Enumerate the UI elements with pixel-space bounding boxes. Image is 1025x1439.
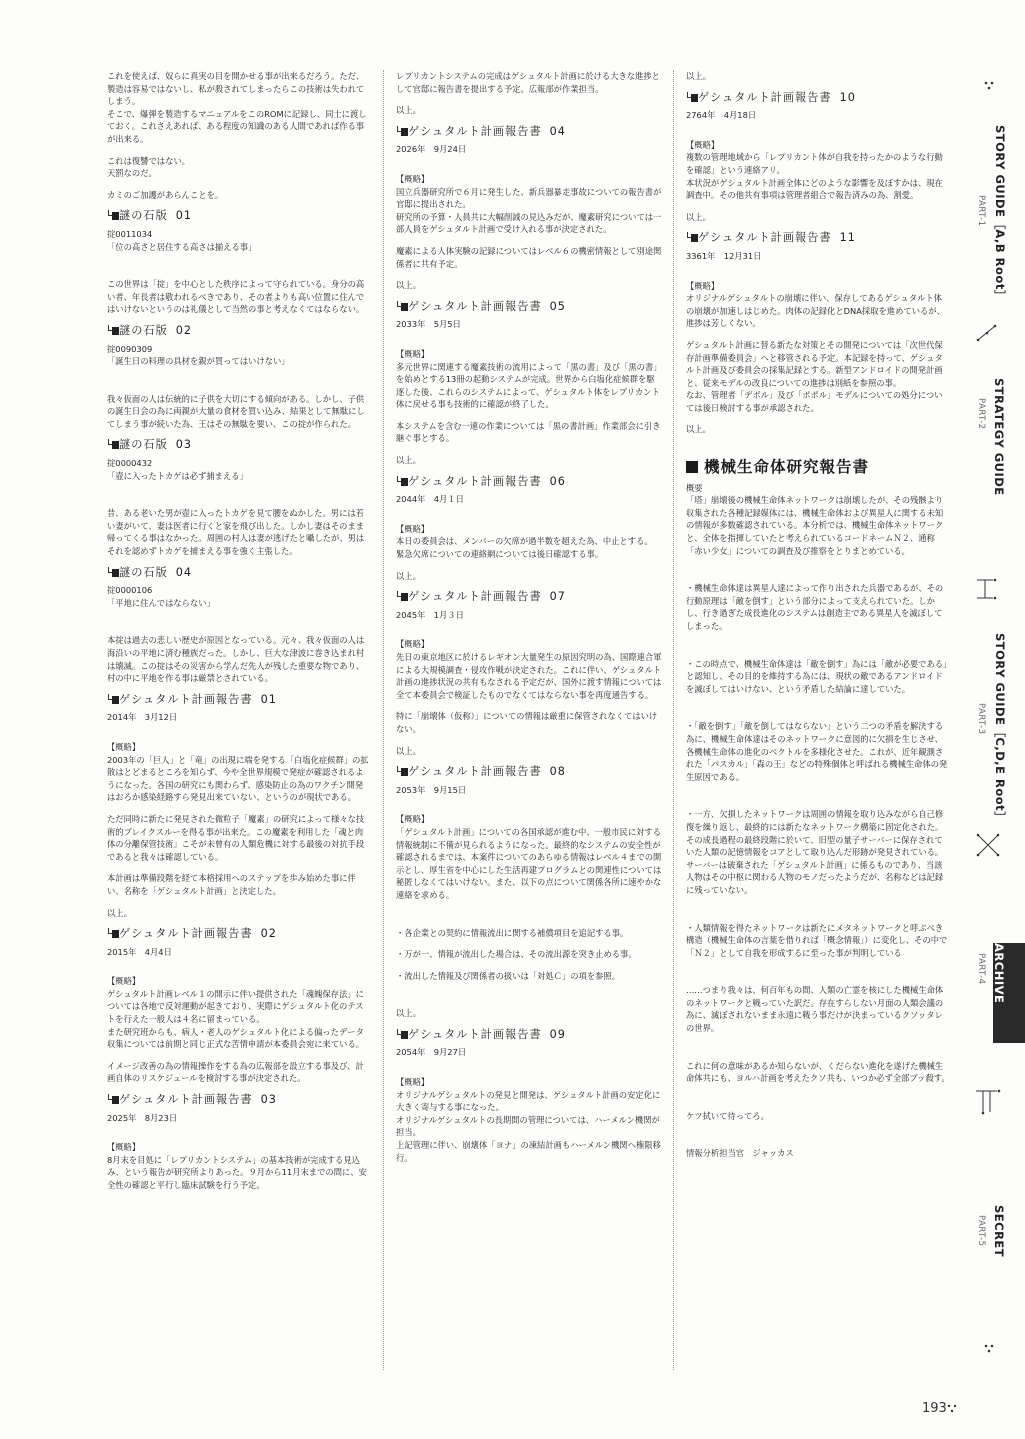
paragraph: 本掟は過去の悲しい歴史が原因となっている。元々、我々仮面の人は海沿いの平地に済む種族だった。しかし、巨大な津波に巻き込まれ村は壊滅。この掟はその災害から学んだ先人が残した重要な物であり、村の中に平地を作る事は厳禁とされている。: [107, 635, 365, 684]
spacer: [686, 1044, 950, 1060]
spacer: [686, 642, 950, 658]
paragraph: ・万が一、情報が流出した場合は、その流出源を突き止める事。: [396, 949, 637, 960]
paragraph: この世界は「掟」を中心とした秩序によって守られている。身分の高い者、年長者は敬われるべきであり、その者よりも高い位置に住んではいけないというのは礼儀として当然の事と考えなくてはならない。: [107, 279, 365, 315]
paragraph: 国立兵器研究所で６月に発生した、新兵器暴走事故についての報告書が官邸に提出された。 研究所の予算・人員共に大幅削減の見込みだが、魔素研究については一部人員をゲシュタルト計画で受け入れる事が決定された。: [396, 186, 662, 235]
heading-bracket-icon: [686, 92, 698, 102]
heading-bracket-icon: [107, 567, 119, 577]
paragraph: 以上。: [686, 424, 711, 435]
heading-bracket-icon: [107, 210, 119, 220]
paragraph: 先日の東京地区に於けるレギオン大量発生の原因究明の為、国際連合軍による大規模調査・侵攻作戦が決定された。これに伴い、ゲシュタルト計画の進捗状況の共有もなされる予定だが、国外に渡す情報については全て本委員会で検証したものでなくてはならない事を再度通告する。: [396, 652, 662, 700]
paragraph: 複数の管理地域から「レプリカント体が自我を持ったかのような行動を確認」という連絡アリ。 本状況がゲシュタルト計画全体にどのような影響を及ぼすかは、現在調査中。その他共有事項は管理者組合で報告済みの為、割愛。: [686, 152, 943, 201]
summary-label: 【概略】: [396, 639, 430, 650]
heading-number: 03: [175, 438, 193, 452]
paragraph: ゲシュタルト計画レベル１の開示に伴い提供された「魂魄保存法」については各地で反対運動が起きており、実際にゲシュタルト化のテストを行えた一般人は４名に留まっている。 また研究班からも、病人・老人のゲシュタルト化による偏ったデータ収集については前期と同じ正式な苦情申請が本委員会宛に来ている。: [107, 988, 365, 1050]
paragraph: これに何の意味があるか知らないが、くだらない進化を遂げた機械生命体共にも、ヨルハ計画を考えたクソ共も、いつか必ず全部ブッ殺す。: [686, 1060, 950, 1084]
nav-section-secret[interactable]: [975, 1205, 1015, 1295]
paragraph: オリジナルゲシュタルトの発見と開発は、ゲシュタルト計画の安定化に大きく寄与する事になった。 オリジナルゲシュタルトの長期間の管理については、ハーメルン機関が担当。 上記管理に伴い、崩壊体「ヨナ」の凍結計画もハーメルン機関へ権限移行。: [396, 1089, 661, 1163]
heading-bracket-icon: [107, 439, 119, 449]
text-column-1: [107, 70, 369, 1201]
paragraph: 本システムを含む一連の作業については「黒の書計画」作業部会に引き継ぐ事とする。: [396, 420, 661, 444]
heading-title: ゲシュタルト計画報告書: [408, 474, 542, 488]
report-heading: [396, 766, 662, 779]
paragraph: これを使えば、奴らに真実の目を開かせる事が出来るだろう。ただ、製造は容易ではないし、私が殺されてしまったらこの技術は失われてしまう。 そこで、爆弾を製造するマニュアルをこのROMに記録し、同士に渡しておく。これさえあれば、ある程度の知識のある人間であれば作る事が出来る。: [107, 71, 367, 144]
heading-title: ゲシュタルト計画報告書: [408, 590, 542, 604]
spacer: [686, 968, 950, 984]
paragraph: 以上。: [686, 71, 711, 81]
heading-number: 09: [549, 1027, 566, 1041]
report-date: 2026年 9月24日: [396, 144, 467, 155]
report-heading: [107, 210, 369, 223]
heading-number: 01: [260, 692, 277, 706]
heading-number: 10: [839, 90, 856, 104]
paragraph: 我々仮面の人は伝統的に子供を大切にする傾向がある。しかし、子供の誕生日会の為に両親が大量の食材を買い込み、結果として無駄にしてしまう事が続いた為、王はその無駄を要い、この掟が作られた。: [107, 393, 365, 429]
nav-section-archive[interactable]: [975, 943, 1015, 1043]
spacer: [686, 906, 950, 922]
nav-part: PART-5: [976, 1215, 986, 1247]
heading-bracket-icon: [396, 126, 408, 136]
paragraph: イメージ改善の為の情報操作をする為の広報部を設立する事及び、計画自体のリスケジュールを検討する事が決定された。: [107, 1060, 364, 1084]
nav-part: PART-2: [976, 398, 986, 430]
report-heading: [686, 92, 950, 105]
report-heading: [107, 1094, 369, 1107]
square-bullet-icon: [686, 461, 698, 473]
heading-title: 謎の石版: [119, 438, 168, 452]
nav-title: STORY GUIDE［A,B Root］: [993, 125, 1007, 302]
heading-number: 11: [839, 231, 856, 245]
section-title: 機械生命体研究報告書: [704, 458, 870, 477]
report-heading: [107, 567, 369, 580]
report-date: 2015年 4月4日: [107, 946, 172, 957]
report-heading: [396, 591, 662, 604]
report-heading: [396, 1029, 662, 1042]
report-heading: [107, 325, 369, 338]
paragraph: 以上。: [396, 570, 421, 581]
spacer: [107, 618, 369, 634]
paragraph: 掟0000106 「平地に住んではならない」: [107, 585, 215, 608]
report-date: 2045年 1月３日: [396, 609, 464, 620]
paragraph: 以上。: [396, 745, 421, 756]
heading-number: 07: [549, 590, 566, 604]
paragraph: オリジナルゲシュタルトの崩壊に伴い、保存してあるゲシュタルト体の崩壊が加速しはじめた。肉体の記録化とDNA採取を進めているが、進捗は芳しくない。: [686, 293, 945, 329]
paragraph: ・一方、欠損したネットワークは周囲の情報を取り込みながら自己修復を繰り返し、最終的には新たなネットワーク構築に固定化された。その成長過程の最終段階に於いて、旧型の量子サーバーに保存されていた人類の記憶情報をコアとして取り込んだ形跡が発見されている。サーバーは破棄された「ゲシュタルト計画」に係るものであり、当該人物はその中枢に関わる人物のモノだったようだが、名称などは記録に残っていない。: [686, 809, 944, 895]
heading-title: ゲシュタルト計画報告書: [698, 231, 832, 245]
nav-part: PART-3: [976, 703, 986, 735]
heading-bracket-icon: [107, 928, 119, 938]
heading-number: 08: [549, 765, 566, 779]
paragraph: 以上。: [396, 280, 421, 291]
paragraph: 掟0090309 「誕生日の料理の具材を親が買ってはいけない」: [107, 343, 290, 367]
heading-title: ゲシュタルト計画報告書: [408, 299, 542, 313]
paragraph: 2003年の「巨人」と「竜」の出現に端を発する「白塩化症候群」の拡散はとどまるところを知らず、今や全世界規模で発症が確認されるようになった。各国の研究にも関わらず、感染防止の為のワクチン開発はおろか感染経路すら発見出来ていない、というのが現状である。: [107, 754, 369, 803]
heading-number: 02: [260, 927, 277, 941]
paragraph: ……つまり我々は、何百年もの間、人類の亡霊を核にした機械生命体のネットワークと戦っていた訳だ。存在すらしない月面の人類会議の為に、滅ぼされないまま永遠に戦う事だけが決まっているクソッタレの世界。: [686, 985, 944, 1034]
paragraph: 8月末を目処に「レプリカントシステム」の基本技術が完成する見込み、という報告が研究所よりあった。９月から11月末までの間に、安全性の確認と平行し臨床試験を行う予定。: [107, 1154, 367, 1190]
heading-number: 01: [175, 209, 193, 223]
heading-bracket-icon: [396, 1029, 408, 1039]
heading-bracket-icon: [686, 232, 698, 242]
paragraph: 掟0011034 「位の高さと居住する高さは揃える事」: [107, 228, 257, 252]
heading-title: ゲシュタルト計画報告書: [408, 124, 542, 138]
paragraph: 本計画は準備段階を経て本格採用へのステップを歩み始めた事に伴い、名称を「ゲシュタルト計画」と決定した。: [107, 873, 356, 896]
heading-title: ゲシュタルト計画報告書: [408, 765, 542, 779]
paragraph: ・「敵を倒す」「敵を倒してはならない」という二つの矛盾を解決する為に、機械生命体達はそのネットワークに意図的に欠損を生じさせ、各機械生命体の進化のベクトルを多様化させた。これが、近年観測された「パスカル」「森の王」などの特殊個体と呼ばれる機械生命体の発生原因である。: [686, 721, 948, 782]
heading-number: 04: [175, 565, 193, 579]
heading-title: 謎の石版: [119, 565, 168, 579]
heading-title: ゲシュタルト計画報告書: [119, 692, 253, 706]
heading-title: ゲシュタルト計画報告書: [119, 1093, 253, 1107]
heading-bracket-icon: [396, 476, 408, 486]
nav-title: STORY GUIDE［C,D,E Root］: [993, 633, 1007, 824]
report-date: 2044年 4月１日: [396, 494, 464, 505]
nav-section-strategy[interactable]: [975, 378, 1015, 528]
paragraph: 「ゲシュタルト計画」についての各国承認が進む中、一般市民に対する情報統制に不備が見られるようになった。最終的なシステムの安全性が確認されるまでは、本案件についてのあらゆる情報はレベル４までの開示とし、厚生省を中心にした生活再建プログラムとの関連性については秘匿しなくてはいけない。また、以下の点について関係各所に速やかな連絡を求める。: [396, 826, 662, 900]
node-line-icon: [973, 318, 1003, 348]
spacer: [107, 491, 369, 507]
section-heading: [686, 458, 950, 477]
summary-label: 【概略】: [396, 814, 430, 825]
report-heading: [107, 928, 369, 941]
paragraph: ・各企業との契約に情報流出に関する補償項目を追記する事。: [396, 927, 629, 938]
spacer: [686, 566, 950, 582]
spacer: [686, 1094, 950, 1110]
summary-label: 【概略】: [396, 173, 430, 184]
heading-number: 05: [549, 299, 566, 313]
text-column-3: [686, 70, 950, 1169]
summary-label: 【概略】: [396, 523, 430, 534]
spacer: [396, 991, 662, 1007]
spacer: [107, 262, 369, 278]
report-date: 2025年 8月23日: [107, 1112, 178, 1123]
dots-ornament-icon: [973, 74, 1003, 104]
paragraph: 魔素による人体実験の記録についてはレベル６の機密情報として別途関係者に共有予定。: [396, 245, 662, 269]
nav-section-story-a[interactable]: [975, 125, 1015, 302]
gate-icon: [973, 1086, 1003, 1116]
paragraph: 多元世界に関連する魔素技術の流用によって「黒の書」及び「黒の書」を始めとする13冊の起動システムが完成。世界から白塩化症候群を駆逐した後、これらのシステムによって、ゲシュタルト体をレプリカント体に戻せる事も技術的に確認が終了した。: [396, 361, 662, 410]
paragraph: これは復讐ではない。 天罰なのだ。: [107, 155, 190, 179]
paragraph: ・人類情報を得たネットワークは新たにメタネットワークと呼ぶべき構造（機械生命体の言葉を借りれば「概念情報」）に変化し、その中で「Ｎ２」として自我を形成するに至った事が判明している: [686, 922, 948, 958]
report-date: 2014年 3月12日: [107, 712, 178, 723]
bracket-node-icon: [973, 574, 1003, 604]
paragraph: 以上。: [396, 455, 421, 466]
paragraph: ゲシュタルト計画に替る新たな対策とその開発については「次世代保存計画準備委員会」へと移管される予定。本記録を持って、ゲシュタルト計画及び委員会の採集記録とする。新型アンドロイドの開発計画と、従来モデルの改良についての進捗は別紙を参照の事。 なお、管理者「デボル」及び「ポポル」モデルについての処分については後日検討する事が承認された。: [686, 339, 943, 413]
heading-title: ゲシュタルト計画報告書: [119, 927, 253, 941]
report-date: 2054年 9月27日: [396, 1047, 467, 1058]
summary-label: 【概略】: [107, 976, 141, 987]
spacer: [686, 792, 950, 808]
summary-label: 【概略】: [396, 348, 430, 359]
paragraph: カミのご加護があらんことを。: [107, 189, 224, 200]
nav-part: PART-4: [976, 953, 986, 985]
page-number: 193: [922, 1401, 947, 1416]
report-heading: [396, 476, 662, 489]
nav-part: PART-1: [976, 195, 986, 227]
nav-title: ARCHIVE: [992, 943, 1006, 1004]
report-heading: [686, 232, 950, 245]
heading-number: 03: [260, 1093, 277, 1107]
heading-title: ゲシュタルト計画報告書: [698, 90, 832, 104]
heading-bracket-icon: [107, 1094, 119, 1104]
heading-number: 02: [175, 323, 193, 337]
paragraph: 以上。: [686, 211, 711, 222]
paragraph: ケツ拭いて待ってろ。: [686, 1110, 769, 1121]
paragraph: 掟0000432 「壺に入ったトカゲは必ず捕まえる」: [107, 458, 248, 481]
paragraph: 特に「崩壊体（仮称）」についての情報は厳重に保管されなくてはいけない。: [396, 711, 658, 734]
heading-number: 06: [549, 474, 566, 488]
heading-bracket-icon: [396, 591, 408, 601]
summary-label: 【概略】: [107, 741, 141, 752]
summary-label: 【概略】: [686, 139, 720, 150]
report-heading: [396, 126, 662, 139]
report-heading: [107, 439, 369, 452]
summary-label: 【概略】: [396, 1077, 430, 1088]
paragraph: 本日の委員会は、メンバーの欠席が過半数を超えた為、中止とする。 緊急欠席についての連絡網については後日確認する事。: [396, 536, 653, 560]
report-date: 2764年 4月18日: [686, 110, 757, 121]
spacer: [686, 1131, 950, 1147]
summary-label: 【概略】: [686, 280, 720, 291]
column-divider: [673, 70, 674, 1370]
heading-bracket-icon: [396, 766, 408, 776]
heading-bracket-icon: [107, 694, 119, 704]
heading-number: 04: [549, 124, 566, 138]
dots-ornament-icon: [973, 1337, 1003, 1367]
paragraph: 以上。: [107, 907, 132, 918]
paragraph: ・この時点で、機械生命体達は「敵を倒す」為には「敵が必要である」と認知し、その目的を維持する為には、現状の敵であるアンドロイドを滅ぼしてはいけない、という矛盾した結論に達していた。: [686, 658, 948, 694]
spacer: [107, 377, 369, 393]
heading-bracket-icon: [396, 301, 408, 311]
report-heading: [396, 301, 662, 314]
paragraph: 以上。: [396, 1008, 421, 1019]
page-dots-icon: [944, 1402, 960, 1416]
report-date: 2053年 9月15日: [396, 784, 467, 795]
paragraph: ・機械生命体達は異星人達によって作り出された兵器であるが、その行動原理は「敵を倒す」という部分によって支えられていた。しかし、行き過ぎた成長進化のシステムは創造主である異星人を滅ぼしてしまった。: [686, 583, 944, 631]
summary-label: 【概略】: [107, 1142, 141, 1153]
text-column-2: [396, 70, 662, 1173]
paragraph: 昔、ある老いた男が壺に入ったトカゲを見て腰をぬかした。男には若い妻がいて、妻は医者に行くと家を飛び出した。しかし妻はそのまま帰ってくる事はなかった。周囲の村人は妻が逃げたと囁したが、男はそれを認めずトカゲを捕まえる事を強く主張した。: [107, 508, 365, 557]
heading-title: 謎の石版: [119, 209, 168, 223]
paragraph: ただ同時に新たに発見された微粒子「魔素」の研究によって様々な技術的ブレイクスルーを得る事が出来た。この魔素を利用した「魂と肉体の分離保管技術」こそが未曾有の人類危機に対する最後の対抗手段であると我々は確認している。: [107, 813, 365, 862]
paragraph: 以上。: [396, 105, 421, 116]
heading-bracket-icon: [107, 325, 119, 335]
heading-title: 謎の石版: [119, 323, 168, 337]
spacer: [686, 704, 950, 720]
report-date: 3361年 12月31日: [686, 250, 762, 261]
cross-nodes-icon: [973, 830, 1003, 860]
nav-title: STRATEGY GUIDE: [992, 378, 1006, 496]
spacer: [396, 911, 662, 927]
nav-section-story-c[interactable]: [975, 633, 1015, 824]
column-divider: [383, 70, 384, 1370]
paragraph: レプリカントシステムの完成はゲシュタルト計画に於ける大きな進捗として官邸に報告書を提出する予定。広報部が作業担当。: [396, 71, 660, 94]
heading-title: ゲシュタルト計画報告書: [408, 1027, 542, 1041]
report-date: 2033年 5月5日: [396, 319, 461, 330]
paragraph: 情報分析担当官 ジャッカス: [686, 1148, 794, 1159]
nav-title: SECRET: [992, 1205, 1006, 1258]
paragraph: ・流出した情報及び関係者の扱いは「対処Ｃ」の項を参照。: [396, 970, 621, 981]
paragraph: 概要 「塔」崩壊後の機械生命体ネットワークは崩壊したが、その残骸より収集された各種記録媒体には、機械生命体および異星人に関する未知の情報が多数確認されている。本分析では、機械生命体ネットワークと、全体を指揮していたと考えられているコードネームＮ２、通称「赤い少女」についての調査及び推察をとりまとめている。: [686, 482, 944, 556]
report-heading: [107, 694, 369, 707]
